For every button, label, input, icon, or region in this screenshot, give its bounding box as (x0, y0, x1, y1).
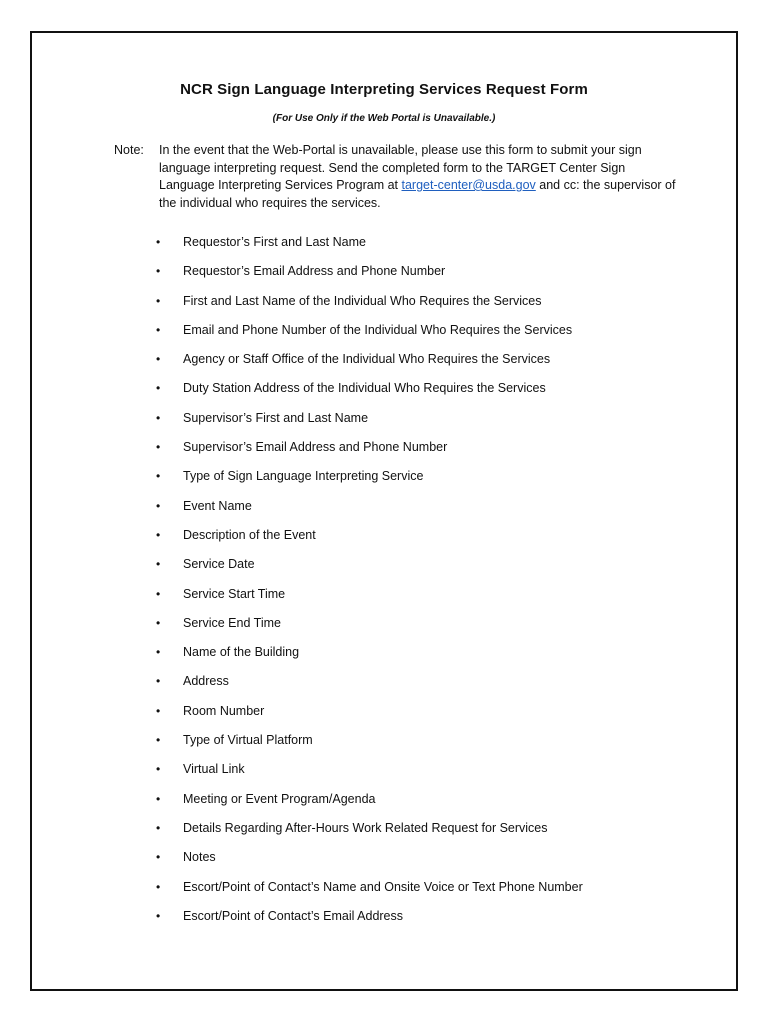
note-paragraph (159, 142, 679, 212)
bullet-icon: • (156, 440, 161, 455)
bullet-icon: • (156, 322, 161, 337)
list-item (156, 322, 583, 351)
bullet-icon: • (156, 586, 161, 601)
note-label: Note: (114, 143, 144, 157)
list-item-label: Duty Station Address of the Individual Who Requires the Services (183, 381, 546, 396)
list-item (156, 791, 583, 820)
list-item (156, 673, 583, 702)
list-item-label: First and Last Name of the Individual Who Requires the Services (183, 293, 542, 308)
bullet-icon: • (156, 381, 161, 396)
note-text-before-link: In the event that the Web-Portal is unavailable, please use this form to submit your sign language interpreting request. Send the completed form to the TARGET Center Sign Language Interpreting Services Program at (159, 143, 642, 192)
list-item-label: Escort/Point of Contact’s Name and Onsite Voice or Text Phone Number (183, 879, 583, 894)
list-item (156, 468, 583, 497)
list-item-label: Email and Phone Number of the Individual Who Requires the Services (183, 322, 573, 337)
list-item-label: Requestor’s First and Last Name (183, 235, 366, 249)
bullet-icon: • (156, 469, 161, 484)
bullet-icon: • (156, 879, 161, 894)
list-item (156, 410, 583, 439)
list-item-label: Event Name (183, 498, 252, 513)
list-item (156, 849, 583, 878)
bullet-icon: • (156, 235, 161, 249)
document-page (30, 31, 738, 991)
list-item (156, 615, 583, 644)
bullet-icon: • (156, 557, 161, 572)
list-item (156, 380, 583, 409)
form-subtitle: (For Use Only if the Web Portal is Unavailable.) (272, 113, 496, 124)
list-item-label: Requestor’s Email Address and Phone Number (183, 264, 446, 279)
bullet-icon: • (156, 645, 161, 660)
list-item (156, 879, 583, 908)
list-item-label: Virtual Link (183, 762, 245, 777)
list-item-label: Supervisor’s Email Address and Phone Number (183, 440, 448, 455)
bullet-icon: • (156, 762, 161, 777)
list-item-label: Escort/Point of Contact’s Email Address (183, 908, 404, 923)
list-item (156, 556, 583, 585)
bullet-icon: • (156, 264, 161, 279)
bullet-icon: • (156, 410, 161, 425)
list-item (156, 234, 583, 263)
form-title: NCR Sign Language Interpreting Services Request Form (180, 81, 588, 98)
bullet-icon: • (156, 527, 161, 542)
bullet-icon: • (156, 615, 161, 630)
list-item (156, 908, 583, 937)
list-item-label: Supervisor’s First and Last Name (183, 410, 369, 425)
note-text-after-link: and cc: the supervisor of the individual who requires the services. (159, 178, 676, 210)
bullet-icon: • (156, 908, 161, 923)
list-item-label: Service Start Time (183, 586, 286, 601)
email-link[interactable]: target-center@usda.gov (401, 178, 536, 192)
list-item-label: Service Date (183, 557, 255, 572)
list-item-label: Address (183, 674, 229, 689)
required-fields-list (156, 234, 583, 937)
list-item-label: Service End Time (183, 615, 281, 630)
list-item (156, 586, 583, 615)
list-item (156, 820, 583, 849)
list-item (156, 263, 583, 292)
list-item (156, 293, 583, 322)
list-item-label: Type of Virtual Platform (183, 733, 313, 748)
list-item (156, 761, 583, 790)
bullet-icon: • (156, 498, 161, 513)
bullet-icon: • (156, 733, 161, 748)
list-item (156, 732, 583, 761)
list-item (156, 439, 583, 468)
bullet-icon: • (156, 293, 161, 308)
bullet-icon: • (156, 674, 161, 689)
list-item (156, 498, 583, 527)
list-item (156, 351, 583, 380)
list-item-label: Details Regarding After-Hours Work Related Request for Services (183, 820, 548, 835)
bullet-icon: • (156, 850, 161, 865)
list-item-label: Meeting or Event Program/Agenda (183, 791, 376, 806)
list-item-label: Room Number (183, 703, 265, 718)
bullet-icon: • (156, 703, 161, 718)
list-item (156, 644, 583, 673)
list-item (156, 527, 583, 556)
list-item (156, 703, 583, 732)
list-item-label: Type of Sign Language Interpreting Service (183, 469, 424, 484)
list-item-label: Notes (183, 850, 216, 865)
bullet-icon: • (156, 791, 161, 806)
list-item-label: Agency or Staff Office of the Individual Who Requires the Services (183, 352, 551, 367)
bullet-icon: • (156, 820, 161, 835)
list-item-label: Description of the Event (183, 527, 316, 542)
bullet-icon: • (156, 352, 161, 367)
list-item-label: Name of the Building (183, 645, 300, 660)
